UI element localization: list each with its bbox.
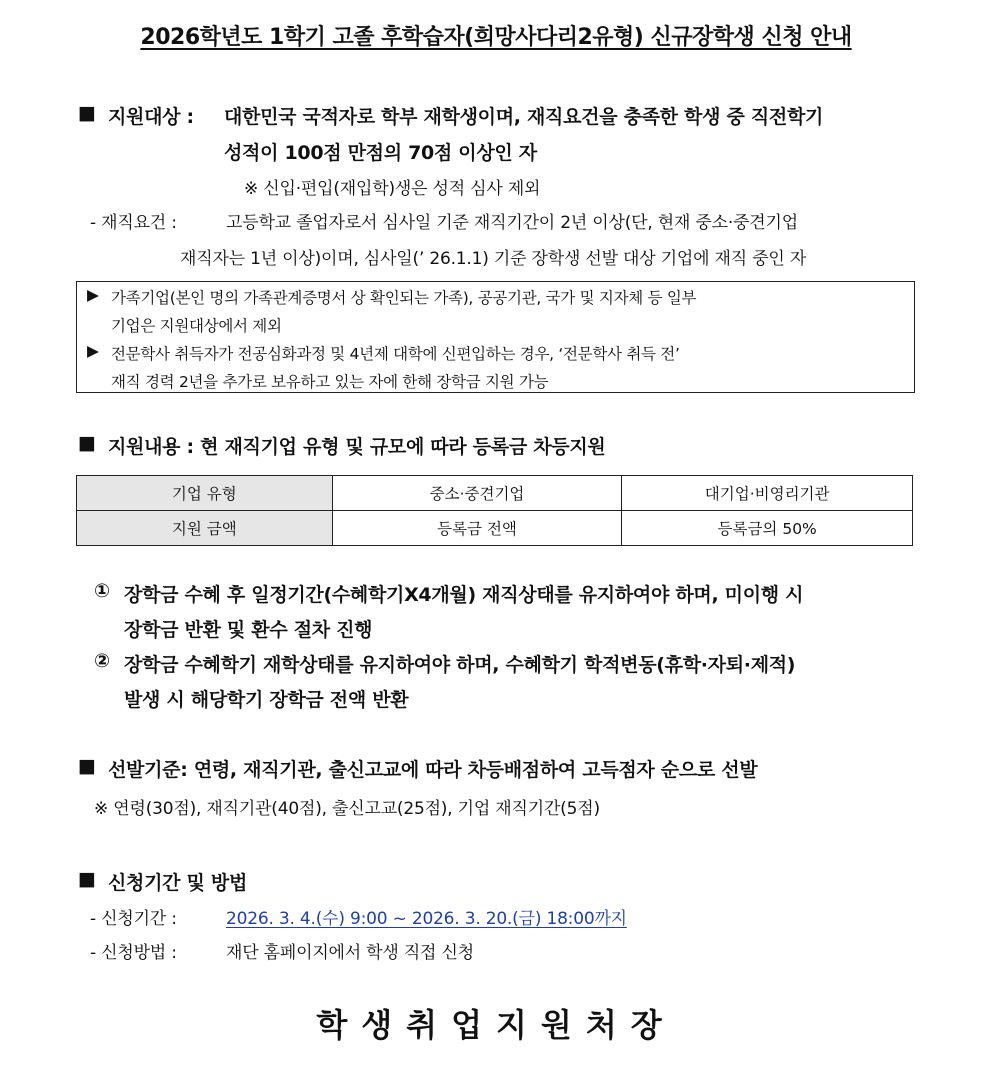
table-cell: 기업 유형 xyxy=(77,476,333,511)
application-heading: 신청기간 및 방법 xyxy=(108,872,248,894)
document-title: 2026학년도 1학기 고졸 후학습자(희망사다리2유형) 신규장학생 신청 안내 xyxy=(140,25,852,50)
section-bullet: ■ xyxy=(78,755,96,777)
eligibility-note: ※ 신입·편입(재입학)생은 성적 심사 제외 xyxy=(244,179,541,199)
table-cell: 중소·중견기업 xyxy=(332,476,622,511)
section-bullet: ■ xyxy=(78,102,96,124)
condition1-line1: 장학금 수혜 후 일정기간(수혜학기X4개월) 재직상태를 유지하여야 하며, 미이행 시 xyxy=(124,584,804,606)
exclusion-notice-box xyxy=(76,281,915,393)
eligibility-heading: 지원대상 : xyxy=(108,106,194,128)
application-method-value: 재단 홈페이지에서 학생 직접 신청 xyxy=(226,943,474,963)
notice-item2-line2: 재직 경력 2년을 추가로 보유하고 있는 자에 한해 장학금 지원 가능 xyxy=(111,373,549,391)
notice-item1-line1: 가족기업(본인 명의 가족관계증명서 상 확인되는 가족), 공공기관, 국가 및 지자체 등 일부 xyxy=(111,289,697,307)
notice-marker: ▶ xyxy=(87,342,99,360)
support-heading: 지원내용 : 현 재직기업 유형 및 규모에 따라 등록금 차등지원 xyxy=(108,436,606,458)
condition-number: ① xyxy=(94,580,110,602)
condition-number: ② xyxy=(94,650,110,672)
application-period-value: 2026. 3. 4.(수) 9:00 ~ 2026. 3. 20.(금) 18:00까지 xyxy=(226,909,627,929)
table-cell: 대기업·비영리기관 xyxy=(622,476,913,511)
condition2-line1: 장학금 수혜학기 재학상태를 유지하여야 하며, 수혜학기 학적변동(휴학·자퇴·제적) xyxy=(124,654,796,676)
support-amount-table xyxy=(76,475,913,546)
notice-item2-line1: 전문학사 취득자가 전공심화과정 및 4년제 대학에 신편입하는 경우, ‘전문학사 취득 전’ xyxy=(111,345,680,363)
employment-requirement-line1: 고등학교 졸업자로서 심사일 기준 재직기간이 2년 이상(단, 현재 중소·중견기업 xyxy=(226,213,798,233)
table-cell: 등록금의 50% xyxy=(622,511,913,546)
application-method-label: - 신청방법 : xyxy=(90,943,177,963)
eligibility-line1: 대한민국 국적자로 학부 재학생이며, 재직요건을 충족한 학생 중 직전학기 xyxy=(224,106,824,128)
table-cell: 지원 금액 xyxy=(77,511,333,546)
issuer-signature: 학생취업지원처장 xyxy=(316,1006,676,1044)
selection-score-note: ※ 연령(30점), 재직기관(40점), 출신고교(25점), 기업 재직기간(5점) xyxy=(94,799,600,819)
section-bullet: ■ xyxy=(78,432,96,454)
table-cell: 등록금 전액 xyxy=(332,511,622,546)
notice-item1-line2: 기업은 지원대상에서 제외 xyxy=(111,317,282,335)
condition2-line2: 발생 시 해당학기 장학금 전액 반환 xyxy=(124,689,409,711)
employment-requirement-line2: 재직자는 1년 이상)이며, 심사일(’ 26.1.1) 기준 장학생 선발 대상 기업에 재직 중인 자 xyxy=(180,249,807,269)
notice-marker: ▶ xyxy=(87,286,99,304)
table-row xyxy=(77,511,913,546)
employment-requirement-label: - 재직요건 : xyxy=(90,213,177,233)
eligibility-line2: 성적이 100점 만점의 70점 이상인 자 xyxy=(224,142,537,164)
selection-heading: 선발기준: 연령, 재직기관, 출신고교에 따라 차등배점하여 고득점자 순으로 선발 xyxy=(108,759,758,781)
application-period-label: - 신청기간 : xyxy=(90,909,177,929)
section-bullet: ■ xyxy=(78,868,96,890)
condition1-line2: 장학금 반환 및 환수 절차 진행 xyxy=(124,619,373,641)
table-row xyxy=(77,476,913,511)
